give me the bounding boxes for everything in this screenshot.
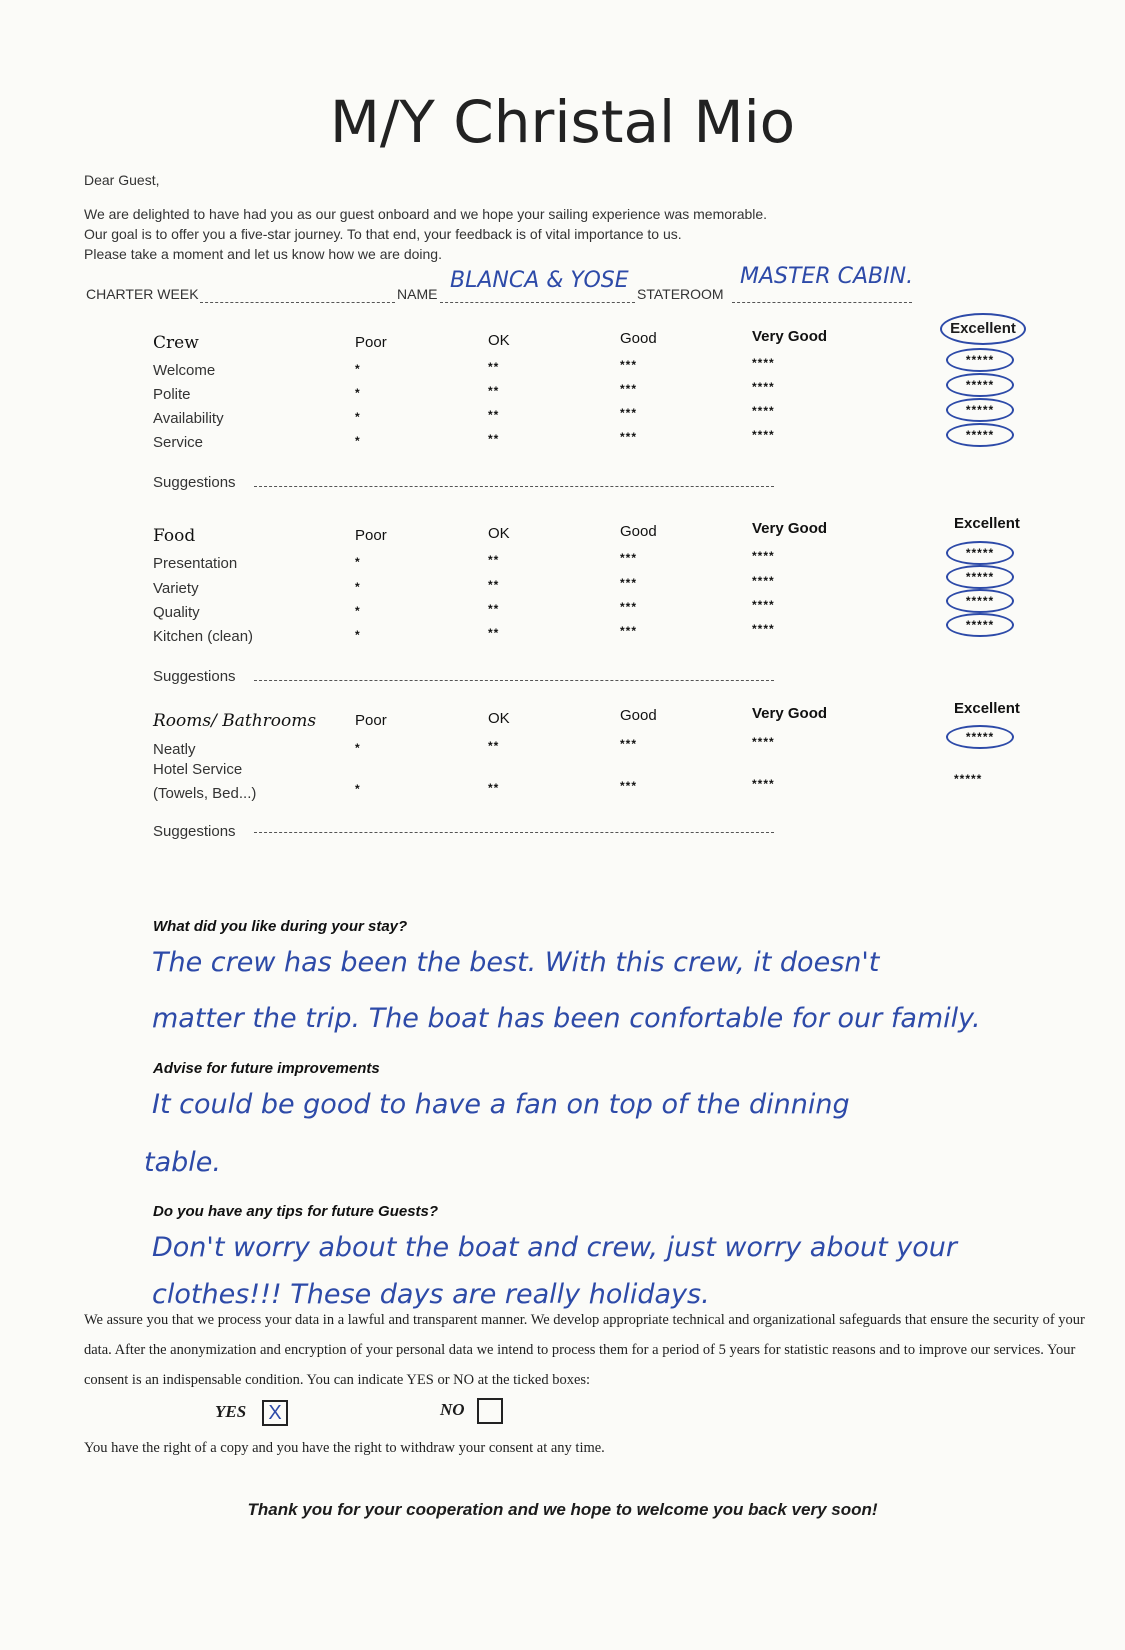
charter-week-line[interactable] [200,302,395,303]
rating-excellent-selected[interactable]: ***** [946,541,1014,565]
food-section-title: Food [153,526,196,546]
rating-excellent-selected[interactable]: ***** [946,565,1014,589]
page-title: M/Y Christal Mio [329,88,796,156]
rating-ok[interactable]: ** [488,602,500,616]
consent-text: We assure you that we process your data in a lawful and transparent manner. We develop appropriate technical and organizational safeguards that ensure the security of your data. After the anonymization and encryption of your personal data we intend to process them for a period of 5 years for statistic reasons and to improve our services. Your consent is an indispensable condition. You can indicate YES or NO at the ticked boxes: [84,1312,1085,1388]
col-very-good: Very Good [752,705,828,722]
col-poor: Poor [355,712,387,729]
crew-item-welcome: Welcome [153,362,216,379]
rating-good[interactable]: *** [620,576,638,590]
col-poor: Poor [355,334,387,351]
name-label: NAME [397,286,438,302]
yes-label: YES [215,1402,247,1421]
col-good: Good [620,523,657,540]
question-liked: What did you like during your stay? [153,918,408,935]
rating-poor[interactable]: * [355,604,361,618]
rating-very-good[interactable]: **** [752,380,775,394]
answer-tips-line-1[interactable]: Don't worry about the boat and crew, just worry about your [152,1232,957,1263]
intro-line-1: We are delighted to have had you as our guest onboard and we hope your sailing experience was memorable. [84,206,768,222]
rating-excellent-selected[interactable]: ***** [946,589,1014,613]
stateroom-line [732,302,912,303]
crew-section-title: Crew [153,333,199,353]
rating-ok[interactable]: ** [488,553,500,567]
rooms-item-towels: (Towels, Bed...) [153,785,257,802]
rating-ok[interactable]: ** [488,360,500,374]
intro-line-2: Our goal is to offer you a five-star journey. To that end, your feedback is of vital importance to us. [84,226,682,242]
rating-ok[interactable]: ** [488,384,500,398]
food-suggestions-line[interactable] [254,680,774,681]
rating-very-good[interactable]: **** [752,549,775,563]
rights-text: You have the right of a copy and you have the right to withdraw your consent at any time. [84,1440,605,1456]
crew-suggestions-label: Suggestions [153,474,236,491]
rating-excellent-selected[interactable]: ***** [946,725,1014,749]
rating-very-good[interactable]: **** [752,598,775,612]
stateroom-value[interactable]: MASTER CABIN. [740,264,914,289]
crew-item-availability: Availability [153,410,224,427]
rating-ok[interactable]: ** [488,626,500,640]
rating-poor[interactable]: * [355,362,361,376]
rating-good[interactable]: *** [620,779,638,793]
col-very-good: Very Good [752,328,828,345]
food-item-quality: Quality [153,604,200,621]
no-checkbox[interactable] [477,1398,503,1424]
rating-poor[interactable]: * [355,434,361,448]
col-poor: Poor [355,527,387,544]
rating-ok[interactable]: ** [488,781,500,795]
rating-very-good[interactable]: **** [752,574,775,588]
rating-good[interactable]: *** [620,358,638,372]
name-value[interactable]: BLANCA & YOSE [450,268,629,293]
stateroom-label: STATEROOM [637,286,724,302]
rooms-item-hotel-service: Hotel Service [153,761,243,778]
rating-excellent-selected[interactable]: ***** [946,348,1014,372]
rating-excellent-selected[interactable]: ***** [946,398,1014,422]
rating-very-good[interactable]: **** [752,404,775,418]
col-good: Good [620,330,657,347]
rating-good[interactable]: *** [620,382,638,396]
rating-very-good[interactable]: **** [752,777,775,791]
answer-liked-line-2[interactable]: matter the trip. The boat has been confortable for our family. [152,1003,981,1034]
food-item-variety: Variety [153,580,199,597]
rating-very-good[interactable]: **** [752,735,775,749]
rating-ok[interactable]: ** [488,578,500,592]
col-good: Good [620,707,657,724]
rating-good[interactable]: *** [620,551,638,565]
rating-poor[interactable]: * [355,580,361,594]
rating-very-good[interactable]: **** [752,622,775,636]
name-line [440,302,635,303]
rating-poor[interactable]: * [355,555,361,569]
question-tips: Do you have any tips for future Guests? [153,1203,439,1220]
answer-improvements-line-2[interactable]: table. [144,1147,221,1178]
rooms-section-title: Rooms/ Bathrooms [153,711,317,731]
question-improvements: Advise for future improvements [153,1060,380,1077]
rating-poor[interactable]: * [355,628,361,642]
rating-ok[interactable]: ** [488,432,500,446]
rating-good[interactable]: *** [620,737,638,751]
answer-liked-line-1[interactable]: The crew has been the best. With this crew, it doesn't [152,947,880,978]
answer-tips-line-2[interactable]: clothes!!! These days are really holidays. [152,1279,710,1310]
crew-suggestions-line[interactable] [254,486,774,487]
rating-good[interactable]: *** [620,624,638,638]
rating-very-good[interactable]: **** [752,428,775,442]
rooms-item-neatly: Neatly [153,741,196,758]
rating-excellent-selected[interactable]: ***** [946,613,1014,637]
col-excellent: Excellent [954,700,1020,717]
col-very-good: Very Good [752,520,828,537]
crew-item-service: Service [153,434,204,451]
rating-poor[interactable]: * [355,741,361,755]
rating-excellent-selected[interactable]: ***** [946,373,1014,397]
rating-poor[interactable]: * [355,782,361,796]
col-excellent: Excellent [954,515,1020,532]
rating-poor[interactable]: * [355,386,361,400]
answer-improvements-line-1[interactable]: It could be good to have a fan on top of the dinning [152,1089,850,1120]
rating-ok[interactable]: ** [488,739,500,753]
rating-excellent[interactable]: ***** [954,772,983,786]
rating-good[interactable]: *** [620,406,638,420]
thank-you-note: Thank you for your cooperation and we hope to welcome you back very soon! [247,1500,878,1519]
col-ok: OK [488,710,510,727]
rating-ok[interactable]: ** [488,408,500,422]
col-ok: OK [488,332,510,349]
charter-week-label: CHARTER WEEK [86,286,199,302]
rating-good[interactable]: *** [620,600,638,614]
rating-excellent-selected[interactable]: ***** [946,423,1014,447]
col-excellent-circled: Excellent [940,313,1026,345]
food-item-kitchen: Kitchen (clean) [153,628,254,645]
greeting: Dear Guest, [84,172,160,188]
food-item-presentation: Presentation [153,555,238,572]
yes-checkbox[interactable]: X [262,1400,288,1426]
rating-good[interactable]: *** [620,430,638,444]
intro-line-3: Please take a moment and let us know how we are doing. [84,246,442,262]
rooms-suggestions-line[interactable] [254,832,774,833]
food-suggestions-label: Suggestions [153,668,236,685]
no-label: NO [440,1400,465,1419]
rating-very-good[interactable]: **** [752,356,775,370]
crew-item-polite: Polite [153,386,191,403]
rating-poor[interactable]: * [355,410,361,424]
col-ok: OK [488,525,510,542]
rooms-suggestions-label: Suggestions [153,823,236,840]
